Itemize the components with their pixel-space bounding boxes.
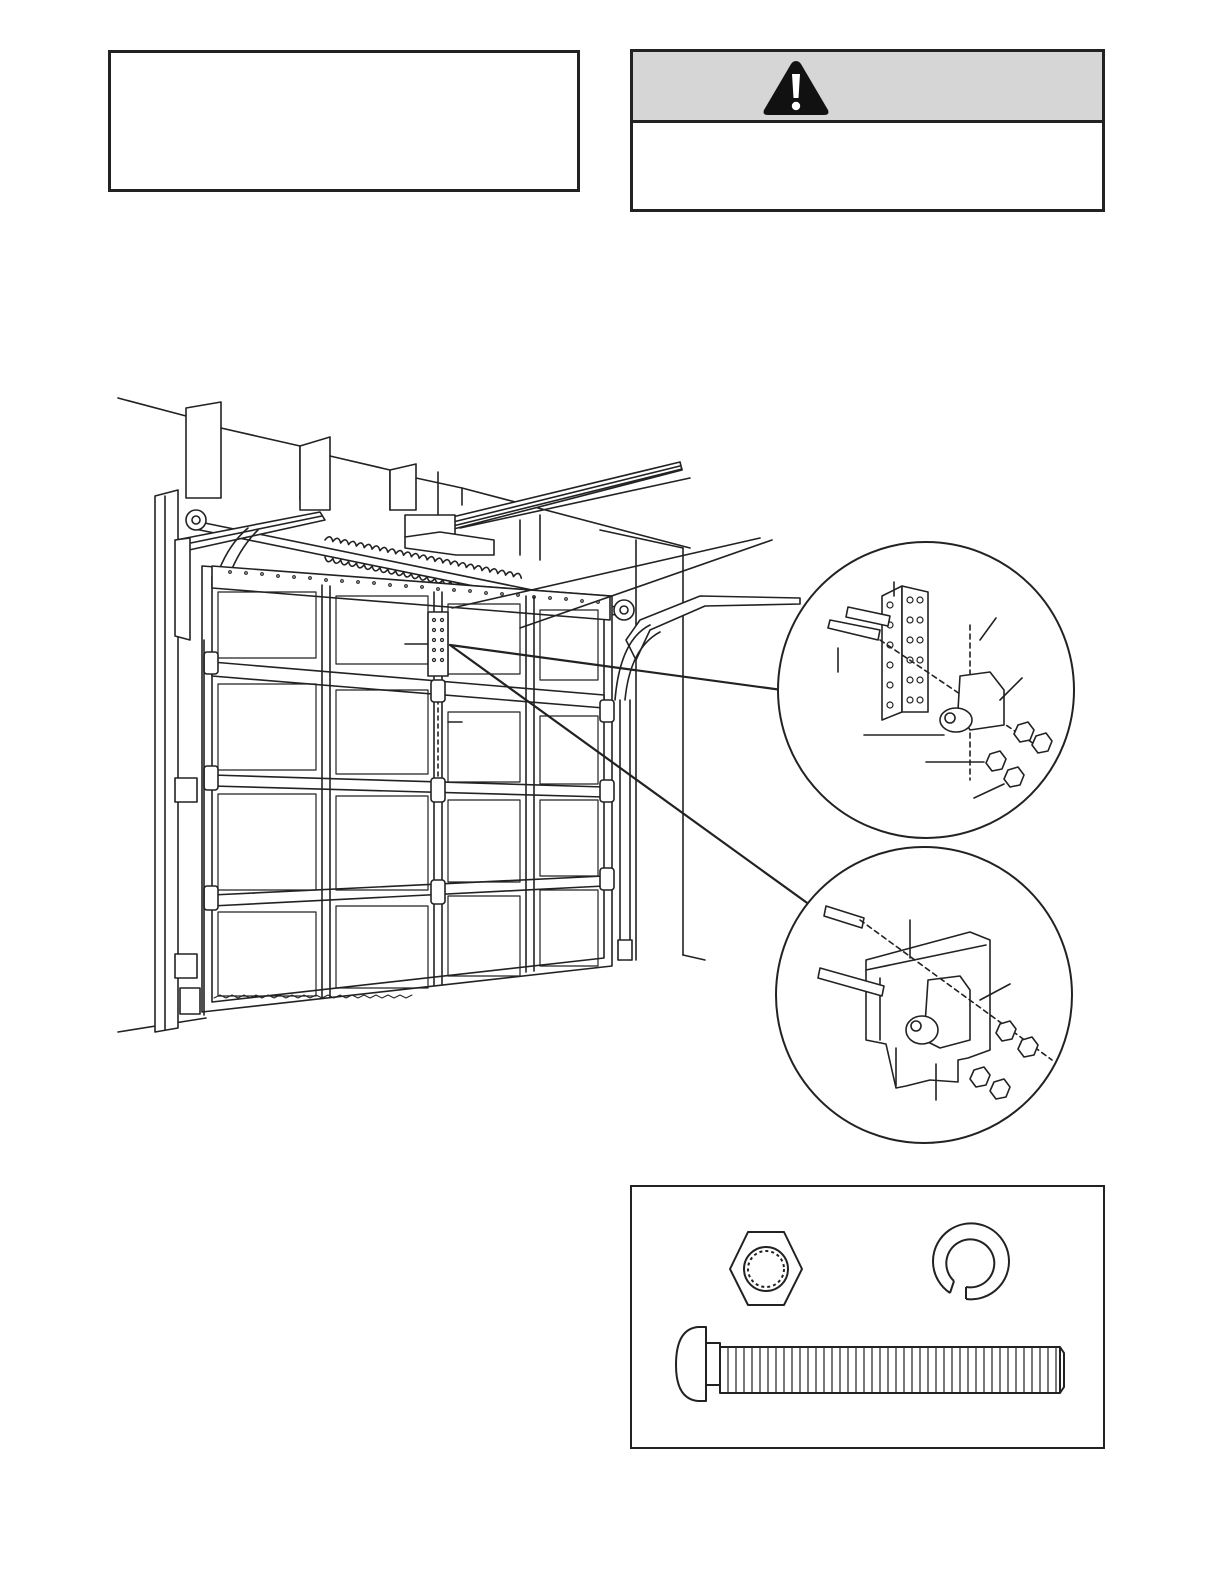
hex-nut-icon — [730, 1232, 802, 1305]
detail-circle-top — [778, 542, 1074, 838]
hardware-box — [630, 1185, 1105, 1449]
detail-circle-bottom — [776, 847, 1072, 1143]
lock-washer-icon — [933, 1223, 1009, 1299]
carriage-bolt-icon — [676, 1327, 1064, 1401]
door — [202, 566, 612, 1012]
left-track — [175, 538, 204, 1015]
